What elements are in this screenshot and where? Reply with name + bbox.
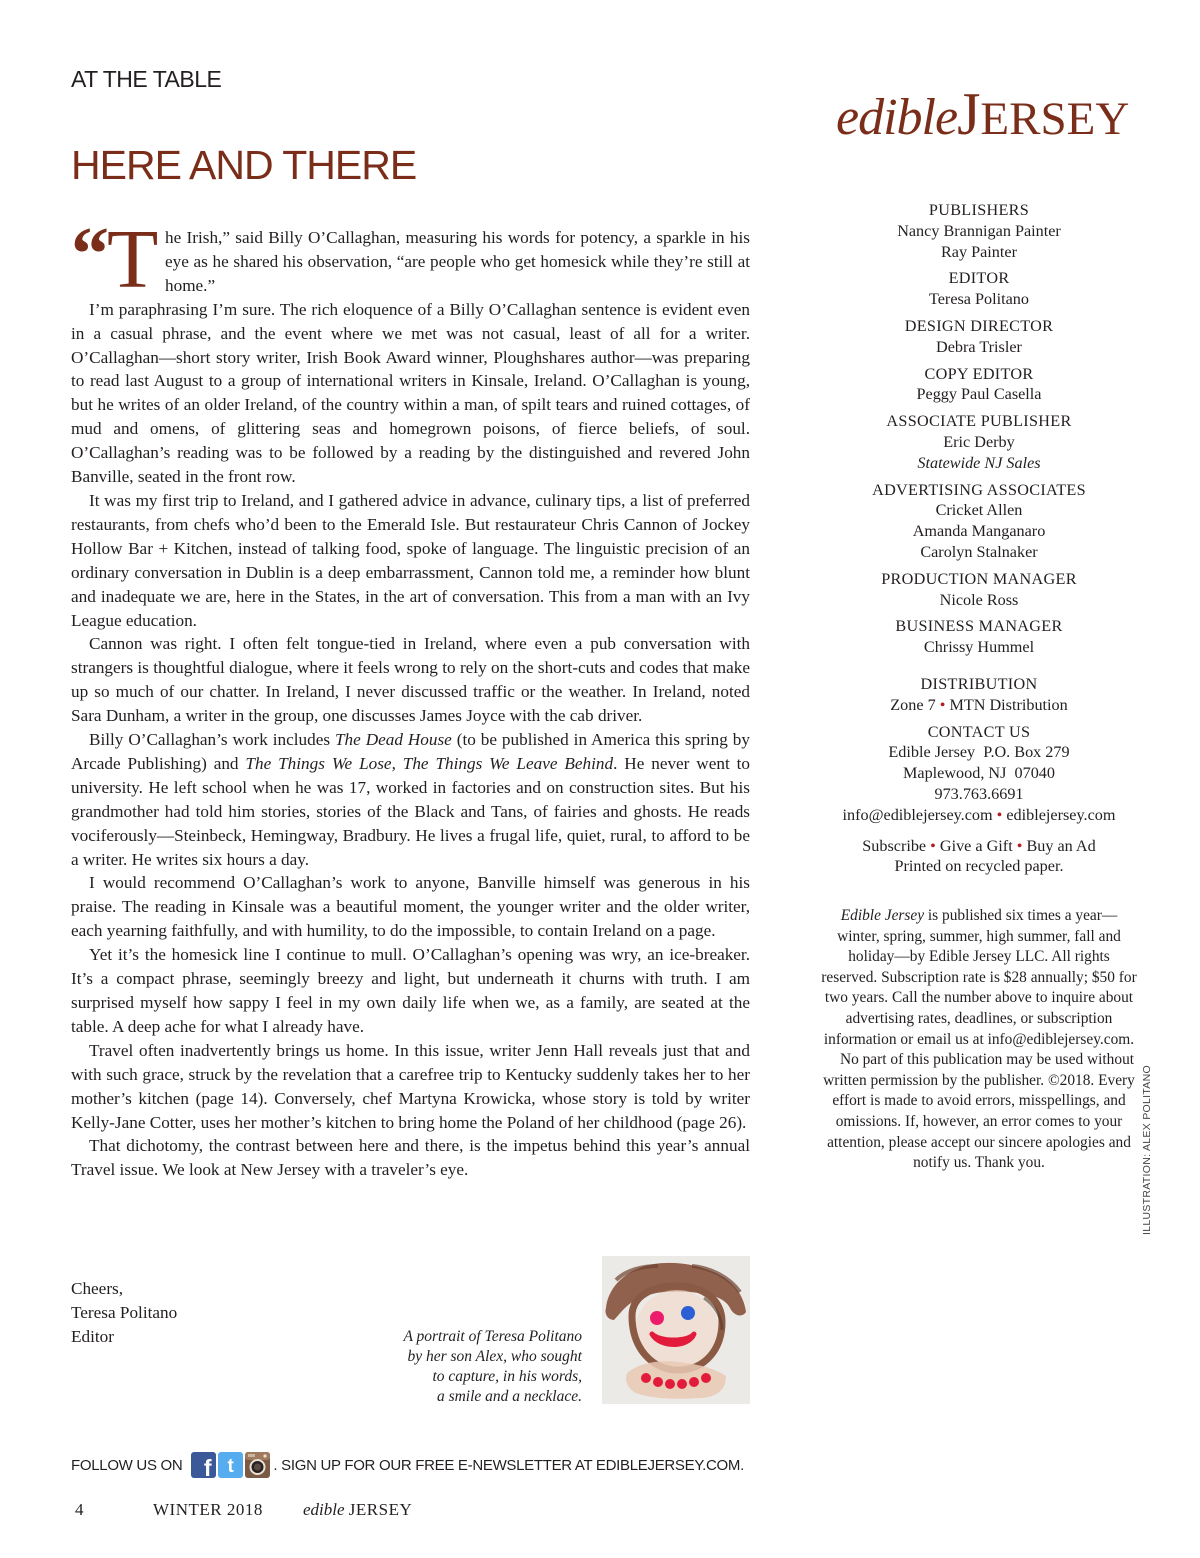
- bullet: •: [939, 695, 946, 714]
- masthead-name: Nicole Ross: [939, 590, 1019, 609]
- masthead-design: [820, 316, 1138, 358]
- editor-letter: [71, 212, 750, 1182]
- masthead-copy-editor: [820, 364, 1138, 406]
- drop-cap: T: [107, 213, 159, 306]
- article-paragraph: That dichotomy, the contrast between here and there, is the impetus behind this year’s annual Travel issue. We look at New Jersey with a traveler’s eye.: [71, 1136, 750, 1180]
- bullet: •: [1016, 836, 1023, 855]
- subscription-actions: [820, 836, 1138, 857]
- masthead-actions: [820, 836, 1138, 878]
- contact-address: Edible Jersey P.O. Box 279: [888, 743, 1070, 762]
- masthead-title: ADVERTISING ASSOCIATES: [872, 480, 1086, 499]
- masthead-name: Debra Trisler: [936, 337, 1022, 356]
- paragraph-text: (to be published in America this spring by Arcade Publishing) and: [71, 730, 750, 773]
- twitter-icon[interactable]: [218, 1452, 243, 1478]
- masthead-title: DISTRIBUTION: [920, 674, 1038, 693]
- masthead-name: Peggy Paul Casella: [916, 385, 1042, 404]
- footer-brand-jersey: JERSEY: [348, 1500, 413, 1519]
- masthead-name: Cricket Allen: [935, 501, 1023, 520]
- portrait-illustration: [602, 1256, 750, 1404]
- masthead-title: COPY EDITOR: [924, 364, 1034, 383]
- masthead-title: DESIGN DIRECTOR: [904, 316, 1054, 335]
- follow-prefix: FOLLOW US ON: [71, 1456, 183, 1474]
- contact-links: [820, 805, 1138, 826]
- logo-j: J: [957, 81, 981, 147]
- masthead-contact: [820, 722, 1138, 826]
- masthead-name: Carolyn Stalnaker: [920, 542, 1038, 561]
- subscribe-link: Subscribe: [862, 836, 927, 855]
- notice-paragraph: No part of this publication may be used without written permission by the publisher. ©2018. Every effort is made to avoid errors, misspellings, and omissions. If, however, an error comes to your attention, please accept our sincere apologies and notify us. Thank you.: [823, 1051, 1135, 1172]
- masthead-business: [820, 616, 1138, 658]
- portrait-drawing: [602, 1256, 750, 1404]
- paragraph-text: . He never went to university. He left school when he was 17, worked in factories and on construction sites. But his grandmother had told him stories, stories of the Black and Tans, of fairies and ghosts. He reads vociferously—Steinbeck, Hemingway, Bradbury. He lives a frugal life, quiet, rural, to afford to be a writer. He writes six hours a day.: [71, 753, 750, 869]
- logo-edible: edible: [836, 89, 958, 146]
- signoff-name: Teresa Politano: [71, 1303, 178, 1322]
- signoff-greeting: Cheers,: [71, 1279, 124, 1298]
- give-gift-link: Give a Gift: [939, 836, 1013, 855]
- footer-brand-edible: edible: [303, 1500, 345, 1519]
- article-paragraph: I would recommend O’Callaghan’s work to anyone, Banville himself was generous in his praise. The reading in Kinsale was a beautiful moment, the younger writer and the older writer, each yearning faithfully, and with humility, to do the impossible, to contain Ireland on a page.: [71, 873, 750, 941]
- masthead-distribution: [820, 674, 1138, 716]
- article-paragraph: I’m paraphrasing I’m sure. The rich eloquence of a Billy O’Callaghan sentence is evident even in a casual phrase, and the event where we met was not casual, least of all for a writer. O’Callaghan—short story writer, Irish Book Award winner, Ploughshares author—was preparing to read last August to a group of international writers in Kinsale, Ireland. O’Callaghan is young, but he writes of an older Ireland, of the country within a man, of spilt tears and ruined cottages, of mud and omens, of glittering seas and homegrown poisons, of fierce beliefs, of soul. O’Callaghan’s reading was to be followed by a reading by the distinguished and revered John Banville, seated in the front row.: [71, 299, 750, 487]
- masthead-associate-publisher: [820, 411, 1138, 473]
- notice-paragraph: [820, 906, 1138, 1050]
- masthead-title: ASSOCIATE PUBLISHER: [886, 412, 1072, 431]
- masthead-production: [820, 569, 1138, 611]
- masthead-publishers: [820, 200, 1138, 262]
- book-title: The Dead House: [335, 730, 452, 750]
- portrait-caption: [360, 1327, 582, 1407]
- publication-notice: [820, 906, 1138, 1174]
- caption-line: A portrait of Teresa Politano: [403, 1328, 582, 1345]
- masthead-name: Amanda Manganaro: [912, 522, 1046, 541]
- caption-line: to capture, in his words,: [432, 1368, 582, 1385]
- masthead-role: Statewide NJ Sales: [917, 453, 1041, 472]
- signoff: [71, 1277, 177, 1349]
- recycled-note: Printed on recycled paper.: [894, 857, 1064, 876]
- instagram-icon[interactable]: [245, 1452, 270, 1478]
- follow-bar: [71, 1449, 744, 1481]
- masthead-name: Chrissy Hummel: [923, 638, 1035, 657]
- masthead-name: Ray Painter: [941, 242, 1017, 261]
- masthead-title: CONTACT US: [927, 722, 1031, 741]
- article-paragraph: Yet it’s the homesick line I continue to mull. O’Callaghan’s opening was wry, an ice-breaker. It’s a compact phrase, seemingly breezy and light, but underneath it churns with truth. I am surprised myself how sappy I feel in my own daily life when we, as a family, are seated at the table. A deep ache for what I already have.: [71, 945, 750, 1036]
- opening-quote-mark: “: [71, 212, 109, 296]
- masthead-name: [820, 695, 1138, 716]
- social-icons: [191, 1452, 270, 1478]
- buy-ad-link: Buy an Ad: [1026, 836, 1096, 855]
- opening-text: he Irish,” said Billy O’Callaghan, measuring his words for potency, a sparkle in his eye as he shared his observation, “are people who get homesick while they’re still at home.”: [165, 228, 750, 295]
- book-title: The Things We Lose, The Things We Leave Behind: [245, 753, 614, 773]
- issue-label: WINTER 2018: [153, 1500, 263, 1519]
- masthead-name: Nancy Brannigan Painter: [897, 221, 1061, 240]
- masthead-name: Teresa Politano: [928, 290, 1029, 309]
- article-paragraph: It was my first trip to Ireland, and I gathered advice in advance, culinary tips, a list of preferred restaurants, from chefs who’d been to the Emerald Isle. But restaurateur Chris Cannon of Jockey Hollow Bar + Kitchen, instead of talking food, spoke of language. The linguistic precision of an ordinary conversation in Dublin is a deep embarrassment, Cannon told me, a reminder how blunt and inadequate we are, here in the States, in the art of conversation. This from a man with an Ivy League education.: [71, 490, 750, 630]
- notice-text: is published six times a year—winter, spring, summer, high summer, fall and holiday—by Edible Jersey LLC. All rights reserved. Subscription rate is $28 annually; $50 for two years. Call the number above to inquire about advertising rates, deadlines, or subscription information or email us at info@ediblejersey.com.: [821, 907, 1137, 1048]
- facebook-icon[interactable]: [191, 1452, 216, 1478]
- masthead-title: PUBLISHERS: [928, 201, 1030, 219]
- contact-email: info@ediblejersey.com: [842, 805, 993, 824]
- follow-suffix: . SIGN UP FOR OUR FREE E-NEWSLETTER AT EDIBLEJERSEY.COM.: [273, 1456, 744, 1474]
- bullet: •: [996, 805, 1003, 824]
- masthead-name: Eric Derby: [943, 432, 1015, 451]
- article-paragraph: Cannon was right. I often felt tongue-tied in Ireland, where even a pub conversation with strangers is thoughtful dialogue, where it feels wrong to rely on the short-cuts and codes that make up so much of our chatter. In Ireland, I never discussed traffic or the weather. In Ireland, noted Sara Dunham, a writer in the group, one discusses James Joyce with the cab driver.: [71, 634, 750, 726]
- bullet: •: [930, 836, 936, 855]
- masthead-title: PRODUCTION MANAGER: [881, 569, 1077, 588]
- article-paragraph: [71, 212, 750, 306]
- contact-city: Maplewood, NJ 07040: [903, 764, 1055, 783]
- distribution-company: MTN Distribution: [949, 695, 1068, 714]
- signoff-role: Editor: [71, 1327, 114, 1346]
- facebook-glyph: f: [204, 1455, 212, 1478]
- publication-name: Edible Jersey: [840, 907, 925, 924]
- caption-line: a smile and a necklace.: [436, 1388, 582, 1405]
- page-title: HERE AND THERE: [71, 142, 417, 188]
- magazine-logo: [836, 80, 1130, 147]
- contact-phone: 973.763.6691: [934, 784, 1024, 803]
- logo-jersey: [957, 81, 1130, 147]
- paragraph-text: Billy O’Callaghan’s work includes: [89, 730, 335, 750]
- article-paragraph: [71, 728, 750, 871]
- section-label: AT THE TABLE: [71, 66, 222, 92]
- twitter-glyph: t: [227, 1456, 234, 1477]
- illustration-credit: ILLUSTRATION: ALEX POLITANO: [1141, 1065, 1153, 1235]
- contact-website: ediblejersey.com: [1006, 805, 1116, 824]
- masthead-advertising: [820, 480, 1138, 563]
- page-footer: [75, 1500, 412, 1520]
- masthead-editor: [820, 268, 1138, 310]
- caption-line: by her son Alex, who sought: [407, 1348, 582, 1365]
- masthead-title: BUSINESS MANAGER: [895, 617, 1063, 636]
- masthead: [820, 200, 1138, 883]
- page-number: 4: [75, 1500, 84, 1519]
- article-paragraph: Travel often inadvertently brings us home. In this issue, writer Jenn Hall reveals just that and with such grace, struck by the revelation that a carefree trip to Kentucky suddenly takes her to her mother’s kitchen (page 14). Conversely, chef Martyna Krowicka, whose story is told by writer Kelly-Jane Cotter, uses her mother’s kitchen to bring home the Poland of her childhood (page 26).: [71, 1040, 750, 1132]
- masthead-title: EDITOR: [948, 269, 1010, 288]
- distribution-zone: Zone 7: [890, 695, 936, 714]
- logo-ersey: ERSEY: [980, 93, 1130, 145]
